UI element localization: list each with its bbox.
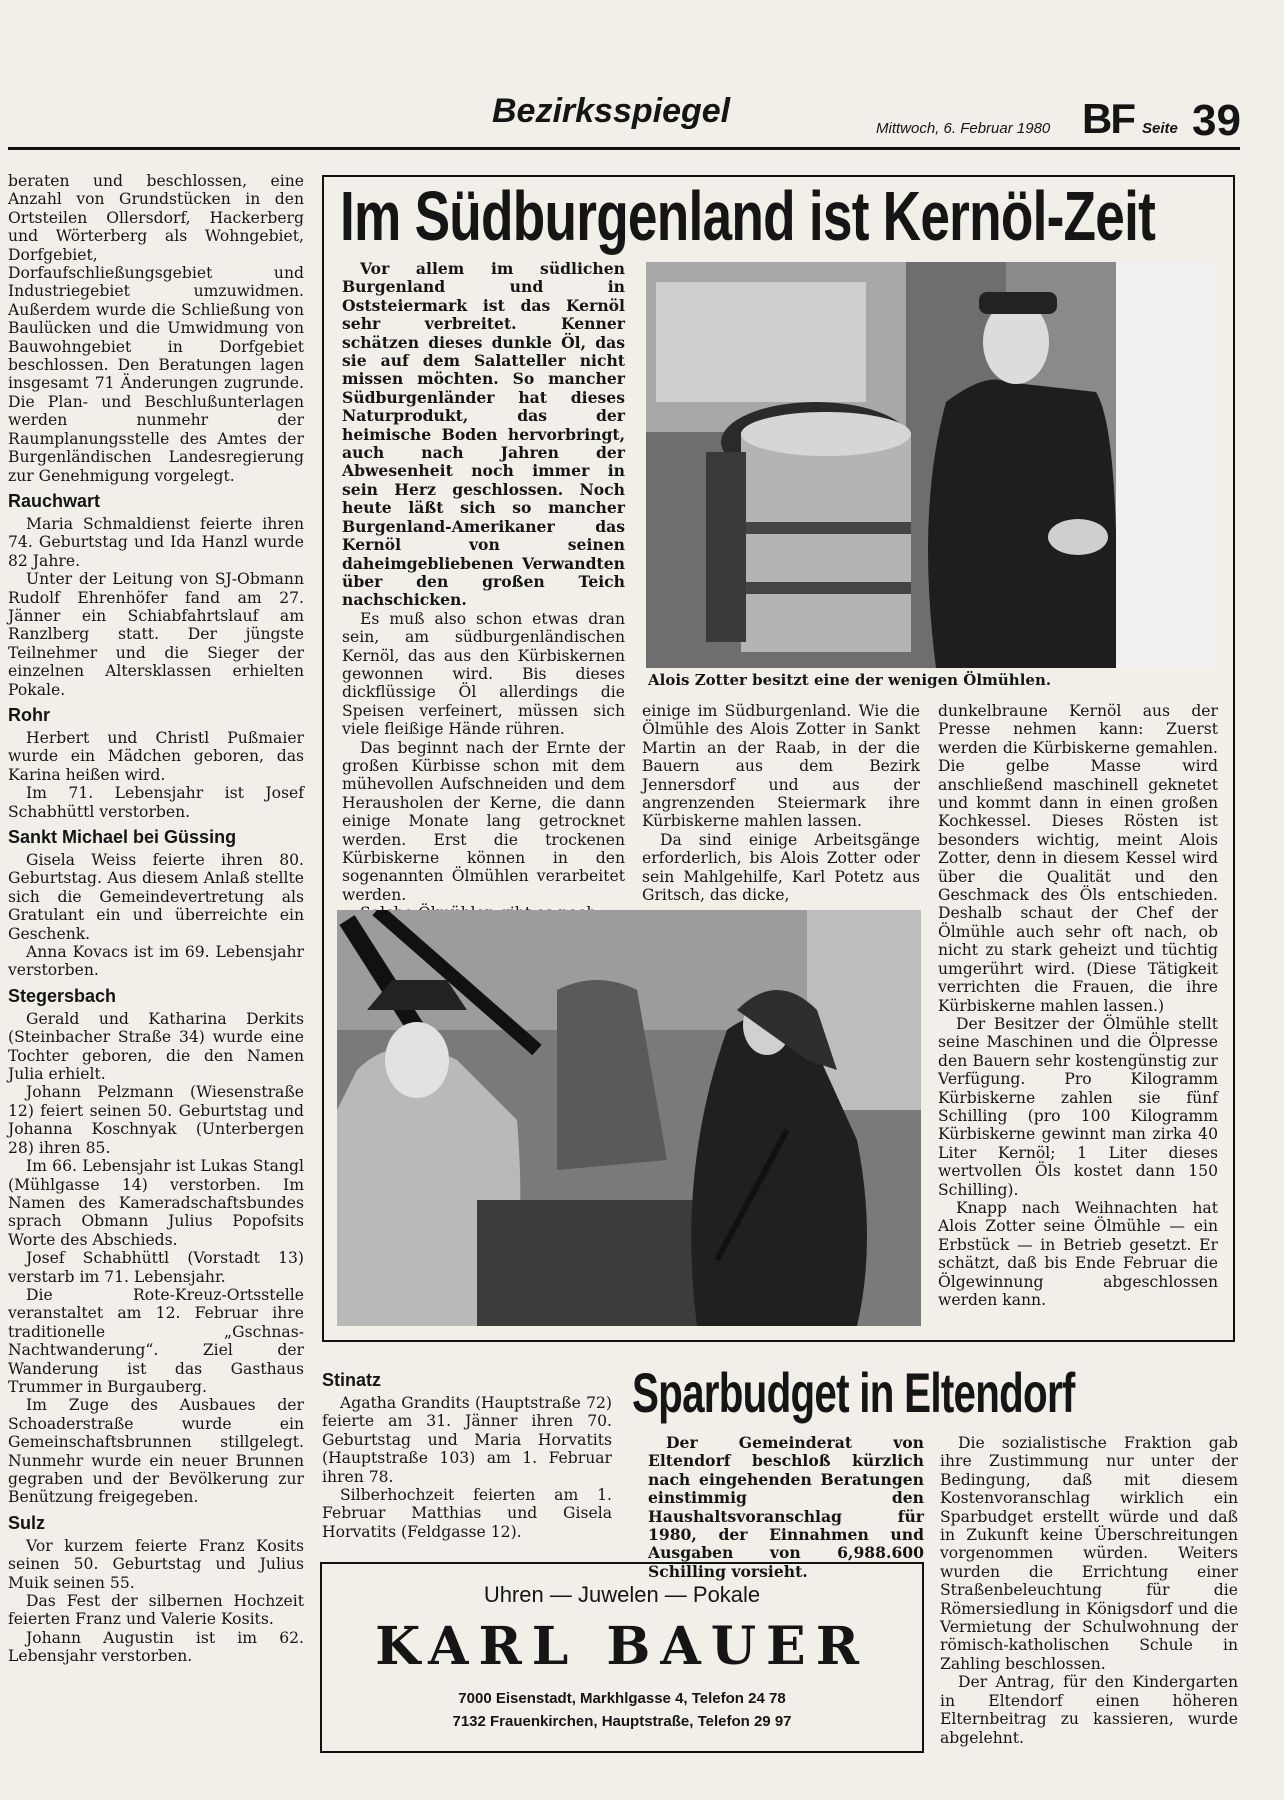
heading-sankt-michael: Sankt Michael bei Güssing — [8, 827, 237, 847]
kernoel-p2: Das beginnt nach der Ernte der großen Kürbisse schon mit dem mühevollen Aufschneiden und dem Herausholen der Kerne, die dann einige Monate lang getrocknet werden. Erst die trockenen Kürbiskerne können in den sogenannten Ölmühlen verarbeitet werden. — [342, 738, 625, 904]
sankt-michael-p1: Gisela Weiss feierte ihren 80. Geburtstag. Aus diesem Anlaß stellte sich die Gemeindevertretung als Gratulant ein und überreichte ein Geschenk. — [8, 851, 304, 943]
stirring-photo — [337, 910, 921, 1326]
rohr-p2: Im 71. Lebensjahr ist Josef Schabhüttl verstorben. — [8, 784, 304, 821]
stinatz-section — [322, 1364, 612, 1541]
stegersbach-p5: Die Rote-Kreuz-Ortsstelle veranstaltet am 12. Februar ihre traditionelle „Gschnas-Nachtwanderung“. Ziel der Wanderung ist das Gasthaus Trummer in Burgauberg. — [8, 1285, 304, 1396]
oil-mill-photo-caption: Alois Zotter besitzt eine der wenigen Ölmühlen. — [648, 671, 1052, 689]
kernoel-headline: Im Südburgenland ist Kernöl-Zeit — [340, 177, 1156, 255]
eltendorf-p1: Die sozialistische Fraktion gab ihre Zustimmung nur unter der Bedingung, daß mit diesem Kostenvoranschlag wirklich ein Sparbudget erstellt würde und daß in Zukunft keine Überschreitungen vorgenommen würden. Weiters wurden die Errichtung einer Straßenbeleuchtung für die Römersiedlung in Königsdorf und die Vermietung der Schulwohnung der römisch-katholischen Schule in Zahling beschlossen. — [940, 1434, 1238, 1673]
intro-text: beraten und beschlossen, eine Anzahl von Grundstücken in den Ortsteilen Ollersdorf, Hackerberg und Wörterberg als Wohngebiet, Dorfgebiet, Dorfaufschließungsgebiet und Industriegebiet umzuwidmen. Außerdem wurde die Schließung von Baulücken und die Umwidmung von Bauwohngebiet in Dorfgebiet beschlossen. Den Beratungen lagen insgesamt 71 Änderungen zugrunde. Die Plan- und Beschlußunterlagen werden nunmehr der Raumplanungsstelle des Amtes der Burgenländischen Landesregierung zur Genehmigung vorgelegt. — [8, 172, 304, 485]
eltendorf-headline: Sparbudget in Eltendorf — [632, 1361, 1075, 1424]
stirring-photo-image — [337, 910, 921, 1326]
stegersbach-p1: Gerald und Katharina Derkits (Steinbacher Straße 34) wurde eine Tochter geboren, die den Namen Julia erhielt. — [8, 1009, 304, 1084]
rauchwart-p1: Maria Schmaldienst feierte ihren 74. Geburtstag und Ida Hanzl wurde 82 Jahre. — [8, 514, 304, 570]
eltendorf-col1 — [648, 1434, 924, 1581]
oil-mill-photo — [646, 262, 1214, 668]
kernoel-right-p3: Knapp nach Weihnachten hat Alois Zotter seine Ölmühle — ein Erbstück — in Betrieb gesetzt. Er schätzt, daß bis Ende Februar die Ölgewinnung abgeschlossen werden kann. — [938, 1198, 1218, 1309]
paper-logo: BF — [1082, 95, 1134, 142]
sulz-p1: Vor kurzem feierte Franz Kosits seinen 50. Geburtstag und Julius Muik seinen 55. — [8, 1536, 304, 1592]
heading-stegersbach: Stegersbach — [8, 985, 117, 1006]
kernoel-col3 — [938, 702, 1218, 1309]
section-title: Bezirksspiegel — [492, 92, 731, 130]
kernoel-p1: Es muß also schon etwas dran sein, am südburgenländischen Kernöl, das aus den Kürbiskernen gewonnen wird. Bis dieses dickflüssige Öl allerdings die Speisen verfeinert, müssen sich viele fleißige Hände rühren. — [342, 609, 625, 739]
sulz-p2: Das Fest der silbernen Hochzeit feierten Franz und Valerie Kosits. — [8, 1592, 304, 1629]
kernoel-col1 — [342, 260, 625, 923]
karl-bauer-ad — [320, 1562, 924, 1753]
rohr-p1: Herbert und Christl Pußmaier wurde ein Mädchen geboren, das Karina heißen wird. — [8, 728, 304, 784]
masthead-rule — [8, 147, 1240, 150]
kernoel-right-p1: dunkelbraune Kernöl aus der Presse nehmen kann: Zuerst werden die Kürbiskerne gemahlen. Die gelbe Masse wird anschließend maschinell geknetet und kommt dann in einen großen Kochkessel. Dieses Rösten ist besonders wichtig, meint Alois Zotter, denn in diesem Kessel wird über die Qualität und den Geschmack des Öls entschieden. Deshalb schaut der Chef der Ölmühle auch sehr oft nach, ob nicht zu stark geheizt und tüchtig umgerührt wird. (Diese Tätigkeit verrichten die Frauen, die ihre Kürbiskerne mahlen lassen.) — [938, 702, 1218, 1015]
heading-rohr: Rohr — [8, 704, 50, 725]
heading-stinatz: Stinatz — [322, 1370, 382, 1390]
rauchwart-p2: Unter der Leitung von SJ-Obmann Rudolf Ehrenhöfer fand am 27. Jänner ein Schiabfahrtslauf am Ranzlberg statt. Der jüngste Teilnehmer und die Sieger der einzelnen Altersklassen erhielten Pokale. — [8, 570, 304, 699]
eltendorf-p2: Der Antrag, für den Kindergarten in Eltendorf einen höheren Elternbeitrag zu kassieren, wurde abgelehnt. — [940, 1673, 1238, 1747]
stegersbach-p2: Johann Pelzmann (Wiesenstraße 12) feiert seinen 50. Geburtstag und Johanna Koschnyak (Unterbergen 28) ihren 85. — [8, 1083, 304, 1157]
stinatz-p2: Silberhochzeit feierten am 1. Februar Matthias und Gisela Horvatits (Feldgasse 12). — [322, 1486, 612, 1541]
stegersbach-p3: Im 66. Lebensjahr ist Lukas Stangl (Mühlgasse 14) verstorben. Im Namen des Kameradschaftsbundes sprach Obmann Julius Popofsits Worte des Abschieds. — [8, 1157, 304, 1249]
ad-name: KARL BAUER — [375, 1616, 869, 1677]
sankt-michael-p2: Anna Kovacs ist im 69. Lebensjahr verstorben. — [8, 943, 304, 980]
ad-address-2: 7132 Frauenkirchen, Hauptstraße, Telefon 29 97 — [452, 1713, 792, 1730]
stegersbach-p6: Im Zuge des Ausbaues der Schoaderstraße wurde ein Gemeinschaftsbrunnen stillgelegt. Nunmehr wurde ein neuer Brunnen gegraben und der Bevölkerung zur Benützung freigegeben. — [8, 1396, 304, 1507]
kernoel-right-p2: Der Besitzer der Ölmühle stellt seine Maschinen und die Ölpresse den Bauern sehr kostengünstig zur Verfügung. Pro Kilogramm Kürbiskerne zahlen sie fünf Schilling (pro 100 Kilogramm Kürbiskerne gewinnt man zirka 40 Liter Kernöl; 1 Liter dieses wertvollen Öls kostet dann 150 Schilling). — [938, 1014, 1218, 1199]
kernoel-col2 — [642, 702, 920, 904]
sulz-p3: Johann Augustin ist im 62. Lebensjahr verstorben. — [8, 1628, 304, 1666]
eltendorf-col2 — [940, 1434, 1238, 1747]
page-label: Seite — [1142, 120, 1178, 137]
stinatz-p1: Agatha Grandits (Hauptstraße 72) feierte am 31. Jänner ihren 70. Geburtstag und Maria Horvatits (Hauptstraße 103) am 1. Februar ihren 78. — [322, 1394, 612, 1486]
oil-mill-photo-image — [646, 262, 1214, 668]
kernoel-lead: Vor allem im südlichen Burgenland und in Oststeiermark ist das Kernöl sehr verbreitet. Kenner schätzen dieses dunkle Öl, das sie auf dem Salatteller nicht missen möchten. So mancher Südburgenländer hat dieses Naturprodukt, das der heimische Boden hervorbringt, auch nach Jahren der Abwesenheit noch immer in sein Herz geschlossen. Noch heute läßt sich so mancher Burgenland-Amerikaner das Kernöl von seinen daheimgebliebenen Verwandten über den großen Teich nachschicken. — [342, 259, 625, 610]
kernoel-mid-p1: einige im Südburgenland. Wie die Ölmühle des Alois Zotter in Sankt Martin an der Raab, in der die Bauern aus dem Bezirk Jennersdorf und aus der angrenzenden Steiermark ihre Kürbiskerne mahlen lassen. — [642, 702, 920, 831]
heading-rauchwart: Rauchwart — [8, 490, 101, 511]
issue-date: Mittwoch, 6. Februar 1980 — [876, 120, 1051, 137]
stegersbach-p4: Josef Schabhüttl (Vorstadt 13) verstarb im 71. Lebensjahr. — [8, 1249, 304, 1286]
page-number: 39 — [1192, 96, 1241, 145]
ad-address-1: 7000 Eisenstadt, Markhlgasse 4, Telefon 24 78 — [458, 1690, 786, 1707]
left-column — [8, 172, 304, 1666]
kernoel-mid-p2: Da sind einige Arbeitsgänge erforderlich, bis Alois Zotter oder sein Mahlgehilfe, Karl Potetz aus Gritsch, das dicke, — [642, 830, 920, 905]
eltendorf-lead: Der Gemeinderat von Eltendorf beschloß kürzlich nach eingehenden Beratungen einstimmig den Haushaltsvoranschlag für 1980, der Einnahmen und Ausgaben von 6,988.600 Schilling vorsieht. — [648, 1433, 924, 1581]
ad-tagline: Uhren — Juwelen — Pokale — [483, 1582, 761, 1607]
heading-sulz: Sulz — [8, 1512, 46, 1533]
